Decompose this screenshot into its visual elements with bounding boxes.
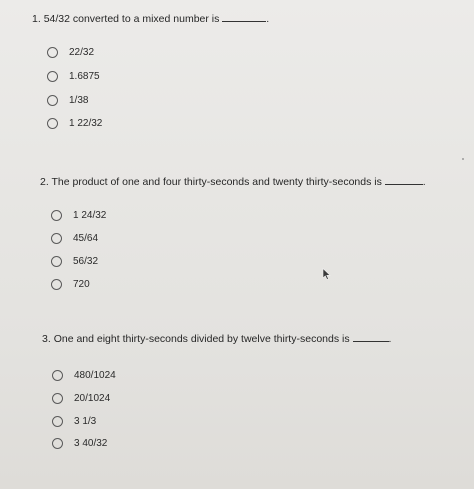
radio-button-unselected-icon[interactable] (51, 279, 62, 290)
question-1-number: 1. (32, 13, 41, 25)
radio-button-unselected-icon[interactable] (52, 438, 63, 449)
option-label: 20/1024 (74, 392, 111, 404)
question-2-blank (385, 175, 423, 185)
question-3-prompt: One and eight thirty-seconds divided by twelve thirty-seconds is (53, 333, 350, 345)
radio-button-unselected-icon[interactable] (47, 95, 58, 106)
radio-button-unselected-icon[interactable] (47, 71, 58, 82)
question-2-trailing: . (422, 176, 426, 188)
radio-button-unselected-icon[interactable] (52, 416, 63, 427)
question-2-option-4[interactable] (51, 277, 90, 291)
question-2-option-3[interactable] (51, 254, 98, 268)
question-3-option-4[interactable] (52, 436, 107, 450)
radio-button-unselected-icon[interactable] (52, 370, 63, 381)
radio-button-unselected-icon[interactable] (51, 210, 62, 221)
option-label: 45/64 (73, 232, 99, 244)
radio-button-unselected-icon[interactable] (47, 118, 58, 129)
question-3-number: 3. (42, 333, 51, 345)
question-3-option-3[interactable] (52, 414, 96, 428)
question-1-option-4[interactable] (47, 116, 102, 130)
question-1-option-1[interactable] (47, 45, 94, 59)
question-1-trailing: . (266, 13, 270, 25)
question-2-text (40, 175, 426, 189)
option-label: 1 22/32 (69, 117, 103, 129)
question-1-blank (222, 12, 266, 22)
radio-button-unselected-icon[interactable] (47, 47, 58, 58)
option-label: 3 1/3 (74, 415, 97, 427)
option-label: 3 40/32 (74, 437, 108, 449)
option-label: 720 (73, 278, 90, 290)
radio-button-unselected-icon[interactable] (52, 393, 63, 404)
option-label: 1 24/32 (73, 209, 107, 221)
radio-button-unselected-icon[interactable] (51, 233, 62, 244)
question-3-option-1[interactable] (52, 368, 116, 382)
question-3-text (42, 332, 391, 346)
question-1-prompt: 54/32 converted to a mixed number is (43, 13, 220, 25)
question-2-prompt: The product of one and four thirty-seconds and twenty thirty-seconds is (51, 176, 382, 188)
question-1-option-3[interactable] (47, 93, 88, 107)
question-2-option-2[interactable] (51, 231, 98, 245)
radio-button-unselected-icon[interactable] (51, 256, 62, 267)
question-3-trailing: . (388, 333, 392, 345)
question-2-number: 2. (40, 176, 49, 188)
question-3-blank (353, 332, 389, 342)
option-label: 56/32 (73, 255, 99, 267)
question-2-option-1[interactable] (51, 208, 106, 222)
mouse-pointer-icon (322, 268, 332, 280)
option-label: 480/1024 (74, 369, 116, 381)
question-1-text (32, 12, 269, 26)
option-label: 1/38 (69, 94, 89, 106)
background-speck (462, 158, 464, 160)
option-label: 22/32 (69, 46, 95, 58)
option-label: 1.6875 (69, 70, 100, 82)
question-1-option-2[interactable] (47, 69, 100, 83)
question-3-option-2[interactable] (52, 391, 110, 405)
